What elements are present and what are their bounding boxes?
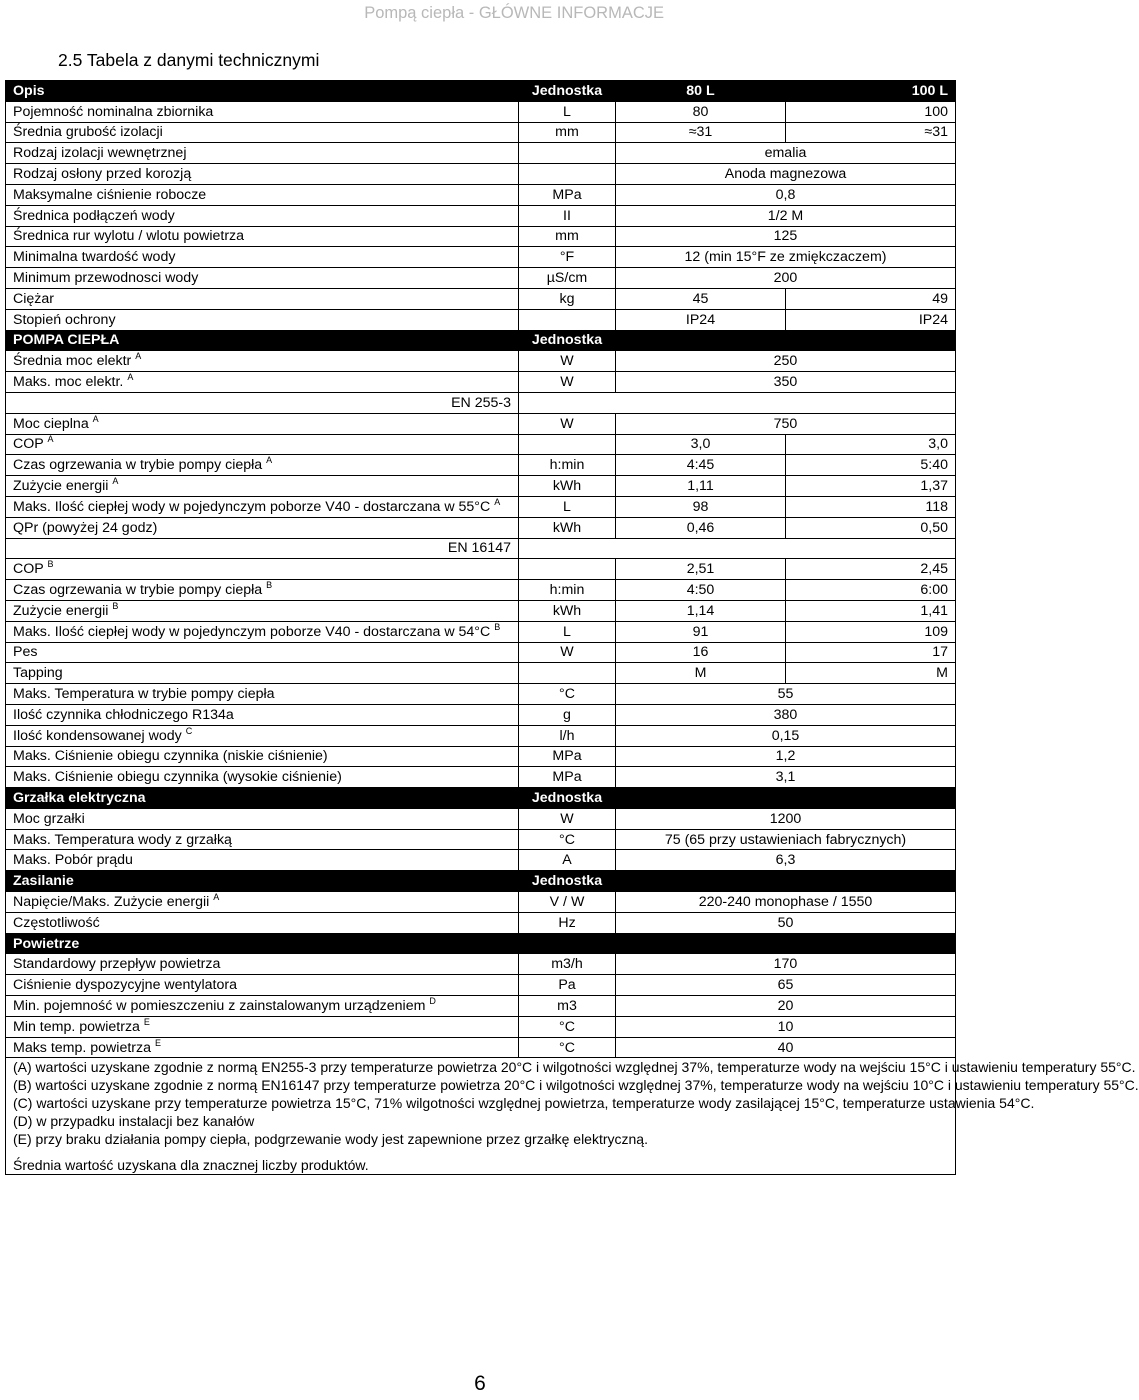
- section-header-row: [6, 933, 956, 954]
- table-row: [6, 164, 956, 185]
- description-cell: [6, 205, 519, 226]
- description-text: Maksymalne ciśnienie robocze: [13, 186, 207, 203]
- footnote-marker: A: [135, 351, 142, 362]
- table-row: [6, 205, 956, 226]
- value-cell-80l: 98: [616, 496, 786, 517]
- notes-cell: [6, 1058, 1139, 1175]
- description-text: Czas ogrzewania w trybie pompy ciepła: [13, 457, 263, 474]
- section-header-row: [6, 871, 956, 892]
- value-cell-100l: 6:00: [786, 580, 956, 601]
- description-text: Średnica rur wylotu / wlotu powietrza: [13, 228, 245, 245]
- norm-row: [6, 392, 956, 413]
- value-cell-80l: 45: [616, 288, 786, 309]
- description-cell: [6, 226, 519, 247]
- table-row: [6, 829, 956, 850]
- value-cell-both: 250: [616, 351, 956, 372]
- description-cell: [6, 268, 519, 289]
- unit-cell: [519, 164, 616, 185]
- table-row: [6, 684, 956, 705]
- unit-cell: m3/h: [519, 954, 616, 975]
- norm-blank: [519, 538, 956, 559]
- table-row: [6, 309, 956, 330]
- table-row: [6, 143, 956, 164]
- value-cell-both: 380: [616, 704, 956, 725]
- value-cell-80l: 80: [616, 101, 786, 122]
- description-cell: [6, 725, 519, 746]
- description-cell: [6, 143, 519, 164]
- unit-cell: W: [519, 351, 616, 372]
- unit-cell: l/h: [519, 725, 616, 746]
- section-header-unit: Jednostka: [519, 871, 616, 892]
- value-cell-100l: 17: [786, 642, 956, 663]
- footnote-text: (C) wartości uzyskane przy temperaturze powietrza 15°C, 71% wilgotności względnej powietrza, temperaturze wody zasilającej 15°C, temperaturze ustawienia 54°C.: [13, 1095, 1035, 1112]
- unit-cell: V / W: [519, 892, 616, 913]
- unit-cell: Hz: [519, 912, 616, 933]
- description-text: Ilość kondensowanej wody: [13, 727, 182, 744]
- description-cell: [6, 247, 519, 268]
- technical-data-table: [5, 80, 1139, 1175]
- value-cell-80l: 16: [616, 642, 786, 663]
- value-cell-both: Anoda magnezowa: [616, 164, 956, 185]
- footnote-marker: A: [266, 455, 273, 466]
- unit-cell: °C: [519, 684, 616, 705]
- description-text: Maks. Ilość ciepłej wody w pojedynczym poborze V40 - dostarczana w 54°C: [13, 623, 491, 640]
- unit-cell: g: [519, 704, 616, 725]
- table-row: [6, 996, 956, 1017]
- table-row: [6, 621, 956, 642]
- unit-cell: °C: [519, 1037, 616, 1058]
- description-cell: [6, 996, 519, 1017]
- description-cell: [6, 767, 519, 788]
- table-row: [6, 517, 956, 538]
- unit-cell: kg: [519, 288, 616, 309]
- description-cell: [6, 122, 519, 143]
- unit-cell: [519, 559, 616, 580]
- value-cell-80l: M: [616, 663, 786, 684]
- footnote-marker: A: [127, 372, 134, 383]
- description-cell: [6, 101, 519, 122]
- table-row: [6, 372, 956, 393]
- unit-cell: h:min: [519, 580, 616, 601]
- section-header-row: [6, 788, 956, 809]
- description-text: Średnia moc elektr: [13, 353, 132, 370]
- unit-cell: W: [519, 808, 616, 829]
- description-cell: [6, 746, 519, 767]
- description-text: Ciśnienie dyspozycyjne wentylatora: [13, 977, 237, 994]
- value-cell-both: 1/2 M: [616, 205, 956, 226]
- description-cell: [6, 954, 519, 975]
- description-cell: [6, 164, 519, 185]
- value-cell-both: 75 (65 przy ustawieniach fabrycznych): [616, 829, 956, 850]
- description-text: Zużycie energii: [13, 602, 109, 619]
- unit-cell: °F: [519, 247, 616, 268]
- table-row: [6, 351, 956, 372]
- value-cell-100l: 109: [786, 621, 956, 642]
- section-header-blank: [616, 871, 956, 892]
- description-text: Maks. Temperatura wody z grzałką: [13, 831, 232, 848]
- description-text: COP: [13, 436, 44, 453]
- unit-cell: kWh: [519, 476, 616, 497]
- norm-label: EN 16147: [6, 538, 519, 559]
- description-cell: [6, 288, 519, 309]
- section-header-blank: [616, 933, 956, 954]
- unit-cell: MPa: [519, 184, 616, 205]
- footnote-marker: B: [494, 621, 501, 632]
- footnote-marker: E: [154, 1037, 161, 1048]
- value-cell-both: 1200: [616, 808, 956, 829]
- description-text: Maks. Pobór prądu: [13, 852, 133, 869]
- description-cell: [6, 455, 519, 476]
- table-row: [6, 850, 956, 871]
- value-cell-both: 12 (min 15°F ze zmiękczaczem): [616, 247, 956, 268]
- table-row: [6, 268, 956, 289]
- description-cell: [6, 642, 519, 663]
- description-text: Maks temp. powietrza: [13, 1039, 151, 1056]
- description-cell: [6, 808, 519, 829]
- description-text: Tapping: [13, 665, 63, 682]
- average-value-note: Średnia wartość uzyskana dla znacznej liczby produktów.: [13, 1157, 369, 1174]
- description-cell: [6, 829, 519, 850]
- section-header-label: Grzałka elektryczna: [6, 788, 519, 809]
- table-row: [6, 580, 956, 601]
- description-text: Ciężar: [13, 290, 54, 307]
- section-header-blank: [616, 330, 956, 351]
- description-text: Minimalna twardość wody: [13, 249, 176, 266]
- table-row: [6, 642, 956, 663]
- notes-row: [6, 1058, 956, 1175]
- footnote-marker: A: [92, 413, 99, 424]
- table-row: [6, 247, 956, 268]
- description-cell: [6, 1016, 519, 1037]
- footnote-marker: C: [185, 725, 193, 736]
- unit-cell: °C: [519, 1016, 616, 1037]
- table-row: [6, 746, 956, 767]
- value-cell-both: 750: [616, 413, 956, 434]
- value-cell-100l: 3,0: [786, 434, 956, 455]
- description-text: Pes: [13, 644, 38, 661]
- footnote-marker: B: [266, 580, 273, 591]
- footnote-text: (B) wartości uzyskane zgodnie z normą EN16147 przy temperaturze powietrza 20°C i wilgotności względnej 37%, temperaturze wody na wejściu 10°C i ustawieniu temperatury 55°C.: [13, 1077, 1139, 1094]
- norm-label: EN 255-3: [6, 392, 519, 413]
- footnote-marker: A: [494, 496, 501, 507]
- value-cell-100l: 49: [786, 288, 956, 309]
- norm-row: [6, 538, 956, 559]
- description-text: Zużycie energii: [13, 478, 109, 495]
- description-text: Rodzaj izolacji wewnętrznej: [13, 145, 187, 162]
- description-text: COP: [13, 561, 44, 578]
- value-cell-80l: IP24: [616, 309, 786, 330]
- value-cell-both: 6,3: [616, 850, 956, 871]
- value-cell-both: 200: [616, 268, 956, 289]
- value-cell-80l: 0,46: [616, 517, 786, 538]
- description-cell: [6, 434, 519, 455]
- value-cell-100l: 2,45: [786, 559, 956, 580]
- description-text: Maks. Ciśnienie obiegu czynnika (niskie ciśnienie): [13, 748, 328, 765]
- description-text: Maks. Temperatura w trybie pompy ciepła: [13, 686, 275, 702]
- description-cell: [6, 496, 519, 517]
- table-row: [6, 975, 956, 996]
- table-row: [6, 101, 956, 122]
- unit-cell: II: [519, 205, 616, 226]
- header-100l: 100 L: [786, 81, 956, 102]
- unit-cell: m3: [519, 996, 616, 1017]
- value-cell-both: 125: [616, 226, 956, 247]
- footnote-marker: B: [112, 600, 119, 611]
- description-text: Rodzaj osłony przed korozją: [13, 166, 192, 183]
- description-text: Stopień ochrony: [13, 311, 116, 328]
- table-row: [6, 434, 956, 455]
- unit-cell: Pa: [519, 975, 616, 996]
- footnote-text: (A) wartości uzyskane zgodnie z normą EN255-3 przy temperaturze powietrza 20°C i wilgotności względnej 37%, temperaturze wody na wejściu 15°C i ustawieniu temperatury 55°C.: [13, 1059, 1136, 1076]
- section-header-row: [6, 330, 956, 351]
- description-cell: [6, 975, 519, 996]
- value-cell-both: 0,15: [616, 725, 956, 746]
- description-cell: [6, 413, 519, 434]
- table-row: [6, 288, 956, 309]
- unit-cell: L: [519, 496, 616, 517]
- section-header-label: Zasilanie: [6, 871, 519, 892]
- unit-cell: [519, 663, 616, 684]
- unit-cell: [519, 434, 616, 455]
- description-text: Min. pojemność w pomieszczeniu z zainstalowanym urządzeniem: [13, 997, 426, 1014]
- description-text: Średnia grubość izolacji: [13, 124, 163, 141]
- table-row: [6, 184, 956, 205]
- description-cell: [6, 704, 519, 725]
- description-cell: [6, 1037, 519, 1058]
- description-text: Maks. Ciśnienie obiegu czynnika (wysokie ciśnienie): [13, 769, 342, 786]
- table-row: [6, 476, 956, 497]
- value-cell-both: 350: [616, 372, 956, 393]
- section-header-unit: [519, 933, 616, 954]
- section-header-label: POMPA CIEPŁA: [6, 330, 519, 351]
- unit-cell: µS/cm: [519, 268, 616, 289]
- table-row: [6, 725, 956, 746]
- unit-cell: mm: [519, 226, 616, 247]
- unit-cell: W: [519, 642, 616, 663]
- footnote-marker: B: [47, 559, 54, 570]
- value-cell-both: 10: [616, 1016, 956, 1037]
- table-row: [6, 600, 956, 621]
- table-row: [6, 767, 956, 788]
- table-row: [6, 559, 956, 580]
- description-text: Moc grzałki: [13, 810, 85, 827]
- value-cell-both: 1,2: [616, 746, 956, 767]
- value-cell-80l: 3,0: [616, 434, 786, 455]
- description-text: Standardowy przepływ powietrza: [13, 956, 221, 973]
- unit-cell: A: [519, 850, 616, 871]
- value-cell-80l: 4:50: [616, 580, 786, 601]
- value-cell-100l: IP24: [786, 309, 956, 330]
- value-cell-100l: M: [786, 663, 956, 684]
- page-number: 6: [474, 1372, 486, 1395]
- description-cell: [6, 372, 519, 393]
- value-cell-80l: 91: [616, 621, 786, 642]
- unit-cell: [519, 309, 616, 330]
- description-cell: [6, 600, 519, 621]
- description-cell: [6, 912, 519, 933]
- description-text: Średnica podłączeń wody: [13, 207, 175, 224]
- footnote-marker: A: [112, 476, 119, 487]
- description-cell: [6, 351, 519, 372]
- value-cell-both: 170: [616, 954, 956, 975]
- value-cell-both: 20: [616, 996, 956, 1017]
- table-header-row: [6, 81, 956, 102]
- table-row: [6, 704, 956, 725]
- table-row: [6, 455, 956, 476]
- description-text: Maks. Ilość ciepłej wody w pojedynczym poborze V40 - dostarczana w 55°C: [13, 498, 491, 515]
- unit-cell: MPa: [519, 746, 616, 767]
- section-title: 2.5 Tabela z danymi technicznymi: [58, 50, 320, 70]
- value-cell-100l: 100: [786, 101, 956, 122]
- section-header-unit: Jednostka: [519, 788, 616, 809]
- value-cell-both: 3,1: [616, 767, 956, 788]
- value-cell-80l: ≈31: [616, 122, 786, 143]
- table-row: [6, 954, 956, 975]
- value-cell-100l: 5:40: [786, 455, 956, 476]
- value-cell-100l: 1,37: [786, 476, 956, 497]
- value-cell-both: 220-240 monophase / 1550: [616, 892, 956, 913]
- value-cell-both: 0,8: [616, 184, 956, 205]
- description-text: QPr (powyżej 24 godz): [13, 519, 158, 536]
- table-row: [6, 122, 956, 143]
- footnote-text: (E) przy braku działania pompy ciepła, podgrzewanie wody jest zapewnione przez grzałkę elektryczną.: [13, 1131, 648, 1148]
- value-cell-80l: 4:45: [616, 455, 786, 476]
- footnote-marker: E: [143, 1016, 150, 1027]
- unit-cell: W: [519, 372, 616, 393]
- description-cell: [6, 517, 519, 538]
- table-row: [6, 808, 956, 829]
- unit-cell: °C: [519, 829, 616, 850]
- table-row: [6, 892, 956, 913]
- value-cell-both: 55: [616, 684, 956, 705]
- section-header-unit: Jednostka: [519, 330, 616, 351]
- document-header: Pompą ciepła - GŁÓWNE INFORMACJE: [364, 4, 664, 22]
- value-cell-both: 40: [616, 1037, 956, 1058]
- description-cell: [6, 476, 519, 497]
- section-header-blank: [616, 788, 956, 809]
- description-text: Napięcie/Maks. Zużycie energii: [13, 893, 210, 910]
- header-unit: Jednostka: [519, 81, 616, 102]
- description-cell: [6, 850, 519, 871]
- value-cell-both: emalia: [616, 143, 956, 164]
- footnote-marker: A: [213, 891, 220, 902]
- value-cell-100l: 1,41: [786, 600, 956, 621]
- value-cell-both: 65: [616, 975, 956, 996]
- value-cell-both: 50: [616, 912, 956, 933]
- description-text: Ilość czynnika chłodniczego R134a: [13, 706, 234, 723]
- table-row: [6, 912, 956, 933]
- unit-cell: MPa: [519, 767, 616, 788]
- unit-cell: [519, 143, 616, 164]
- table-row: [6, 496, 956, 517]
- value-cell-80l: 1,14: [616, 600, 786, 621]
- table-row: [6, 1016, 956, 1037]
- table-row: [6, 226, 956, 247]
- unit-cell: h:min: [519, 455, 616, 476]
- description-cell: [6, 309, 519, 330]
- unit-cell: mm: [519, 122, 616, 143]
- unit-cell: kWh: [519, 517, 616, 538]
- value-cell-100l: 118: [786, 496, 956, 517]
- header-80l: 80 L: [616, 81, 786, 102]
- footnote-text: (D) w przypadku instalacji bez kanałów: [13, 1113, 255, 1130]
- section-header-label: Powietrze: [6, 933, 519, 954]
- unit-cell: W: [519, 413, 616, 434]
- footnote-marker: A: [47, 434, 54, 445]
- description-text: Częstotliwość: [13, 914, 100, 931]
- value-cell-100l: ≈31: [786, 122, 956, 143]
- description-text: Czas ogrzewania w trybie pompy ciepła: [13, 582, 263, 599]
- description-cell: [6, 684, 519, 705]
- norm-blank: [519, 392, 956, 413]
- description-cell: [6, 892, 519, 913]
- header-description: Opis: [6, 81, 519, 102]
- description-text: Moc cieplna: [13, 415, 89, 432]
- value-cell-80l: 1,11: [616, 476, 786, 497]
- unit-cell: L: [519, 621, 616, 642]
- description-cell: [6, 559, 519, 580]
- value-cell-100l: 0,50: [786, 517, 956, 538]
- unit-cell: kWh: [519, 600, 616, 621]
- description-text: Maks. moc elektr.: [13, 374, 124, 391]
- table-row: [6, 413, 956, 434]
- unit-cell: L: [519, 101, 616, 122]
- value-cell-80l: 2,51: [616, 559, 786, 580]
- description-cell: [6, 184, 519, 205]
- table-row: [6, 663, 956, 684]
- description-text: Minimum przewodnosci wody: [13, 270, 199, 287]
- table-row: [6, 1037, 956, 1058]
- footnote-marker: D: [429, 995, 436, 1006]
- description-cell: [6, 663, 519, 684]
- description-cell: [6, 580, 519, 601]
- description-text: Pojemność nominalna zbiornika: [13, 103, 214, 120]
- description-text: Min temp. powietrza: [13, 1018, 140, 1035]
- description-cell: [6, 621, 519, 642]
